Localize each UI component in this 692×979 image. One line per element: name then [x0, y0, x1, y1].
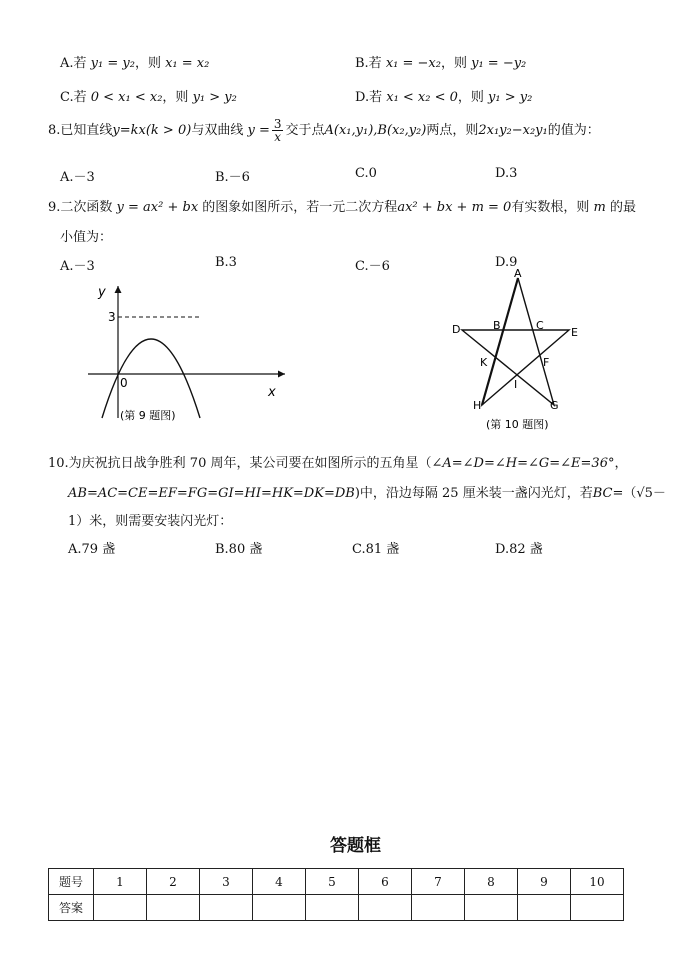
- q10-stem-line1: 10.为庆祝抗日战争胜利 70 周年，某公司要在如图所示的五角星（∠A=∠D=∠H=∠G=∠E=36°，: [48, 456, 628, 471]
- fig10-label-a: A: [514, 268, 522, 280]
- q9-option-a: A.－3: [60, 259, 95, 274]
- q10-option-b: B.80 盏: [215, 542, 263, 557]
- question-number-cell: 6: [359, 869, 412, 895]
- fig10-label-f: F: [543, 356, 550, 369]
- q7-option-b: B.若 x₁ = −x₂，则 y₁ = −y₂: [355, 56, 527, 71]
- answer-box-title: 答题框: [330, 836, 381, 856]
- q7-option-c: C.若 0 < x₁ < x₂，则 y₁ > y₂: [60, 90, 237, 105]
- fig9-y-label: y: [98, 285, 106, 300]
- q8-option-c: C.0: [355, 166, 377, 181]
- answer-cell[interactable]: [359, 895, 412, 921]
- question-number-cell: 10: [571, 869, 624, 895]
- q10-option-c: C.81 盏: [352, 542, 400, 557]
- fig9-three-label: 3: [108, 310, 116, 324]
- figure-10-star: [440, 268, 600, 438]
- fig10-label-b: B: [493, 319, 501, 332]
- fig9-x-label: x: [268, 385, 276, 400]
- answer-table-answer-header: 答案: [49, 895, 94, 921]
- q10-stem-line2: AB=AC=CE=EF=FG=GI=HI=HK=DK=DB)中，沿边每隔 25 厘米装一盏闪光灯，若BC=（√5－: [68, 486, 666, 501]
- fig10-label-i: I: [514, 378, 518, 391]
- fig10-label-d: D: [452, 323, 461, 336]
- q10-option-d: D.82 盏: [495, 542, 543, 557]
- q9-stem-line1: 9.二次函数 y = ax² + bx 的图象如图所示，若一元二次方程ax² + bx + m = 0有实数根，则 m 的最: [48, 200, 636, 215]
- question-number-cell: 4: [253, 869, 306, 895]
- answer-cell[interactable]: [200, 895, 253, 921]
- answer-cell[interactable]: [571, 895, 624, 921]
- question-number-cell: 3: [200, 869, 253, 895]
- answer-cell[interactable]: [147, 895, 200, 921]
- fig10-caption: (第 10 题图): [486, 418, 549, 431]
- answer-cell[interactable]: [306, 895, 359, 921]
- answer-cell[interactable]: [518, 895, 571, 921]
- q8-option-d: D.3: [495, 166, 518, 181]
- answer-table: [48, 868, 624, 921]
- q10-stem-line3: 1）米，则需要安装闪光灯：: [68, 514, 233, 529]
- fig10-label-h: H: [473, 399, 482, 412]
- question-number-cell: 7: [412, 869, 465, 895]
- q9-option-d: D.9: [495, 255, 518, 270]
- q8-option-a: A.－3: [60, 170, 95, 185]
- fig10-label-c: C: [536, 319, 544, 332]
- figure-9-parabola: [80, 278, 300, 428]
- answer-cell[interactable]: [465, 895, 518, 921]
- fig9-parabola-curve: [102, 339, 200, 418]
- question-number-cell: 1: [94, 869, 147, 895]
- q8-option-b: B.－6: [215, 170, 250, 185]
- q9-stem-line2: 小值为：: [60, 230, 113, 245]
- answer-table-answer-row: [49, 895, 624, 921]
- answer-table-number-header: 题号: [49, 869, 94, 895]
- fig10-edge-ah: [482, 278, 518, 405]
- fig9-caption: (第 9 题图): [120, 409, 176, 422]
- fig10-label-k: K: [480, 356, 488, 369]
- answer-table-number-row: [49, 869, 624, 895]
- fig9-origin-label: 0: [120, 376, 128, 390]
- q10-option-a: A.79 盏: [68, 542, 116, 557]
- question-number-cell: 8: [465, 869, 518, 895]
- answer-cell[interactable]: [412, 895, 465, 921]
- q9-option-b: B.3: [215, 255, 237, 270]
- q8-stem: 8.已知直线y=kx(k > 0)与双曲线 y = $\frac{3}{x}$ 交于点A(x₁,y₁),B(x₂,y₂)两点，则2x₁y₂−x₂y₁的值为：: [48, 117, 600, 144]
- q8-fraction: $\frac{3}{x}$: [273, 117, 282, 144]
- question-number-cell: 9: [518, 869, 571, 895]
- q7-option-a: A.若 y₁ = y₂，则 x₁ = x₂: [60, 56, 210, 71]
- fig10-label-e: E: [571, 326, 578, 339]
- question-number-cell: 5: [306, 869, 359, 895]
- answer-cell[interactable]: [253, 895, 306, 921]
- fig10-label-g: G: [550, 399, 559, 412]
- question-number-cell: 2: [147, 869, 200, 895]
- q7-option-d: D.若 x₁ < x₂ < 0，则 y₁ > y₂: [355, 90, 533, 105]
- q9-option-c: C.－6: [355, 259, 390, 274]
- answer-cell[interactable]: [94, 895, 147, 921]
